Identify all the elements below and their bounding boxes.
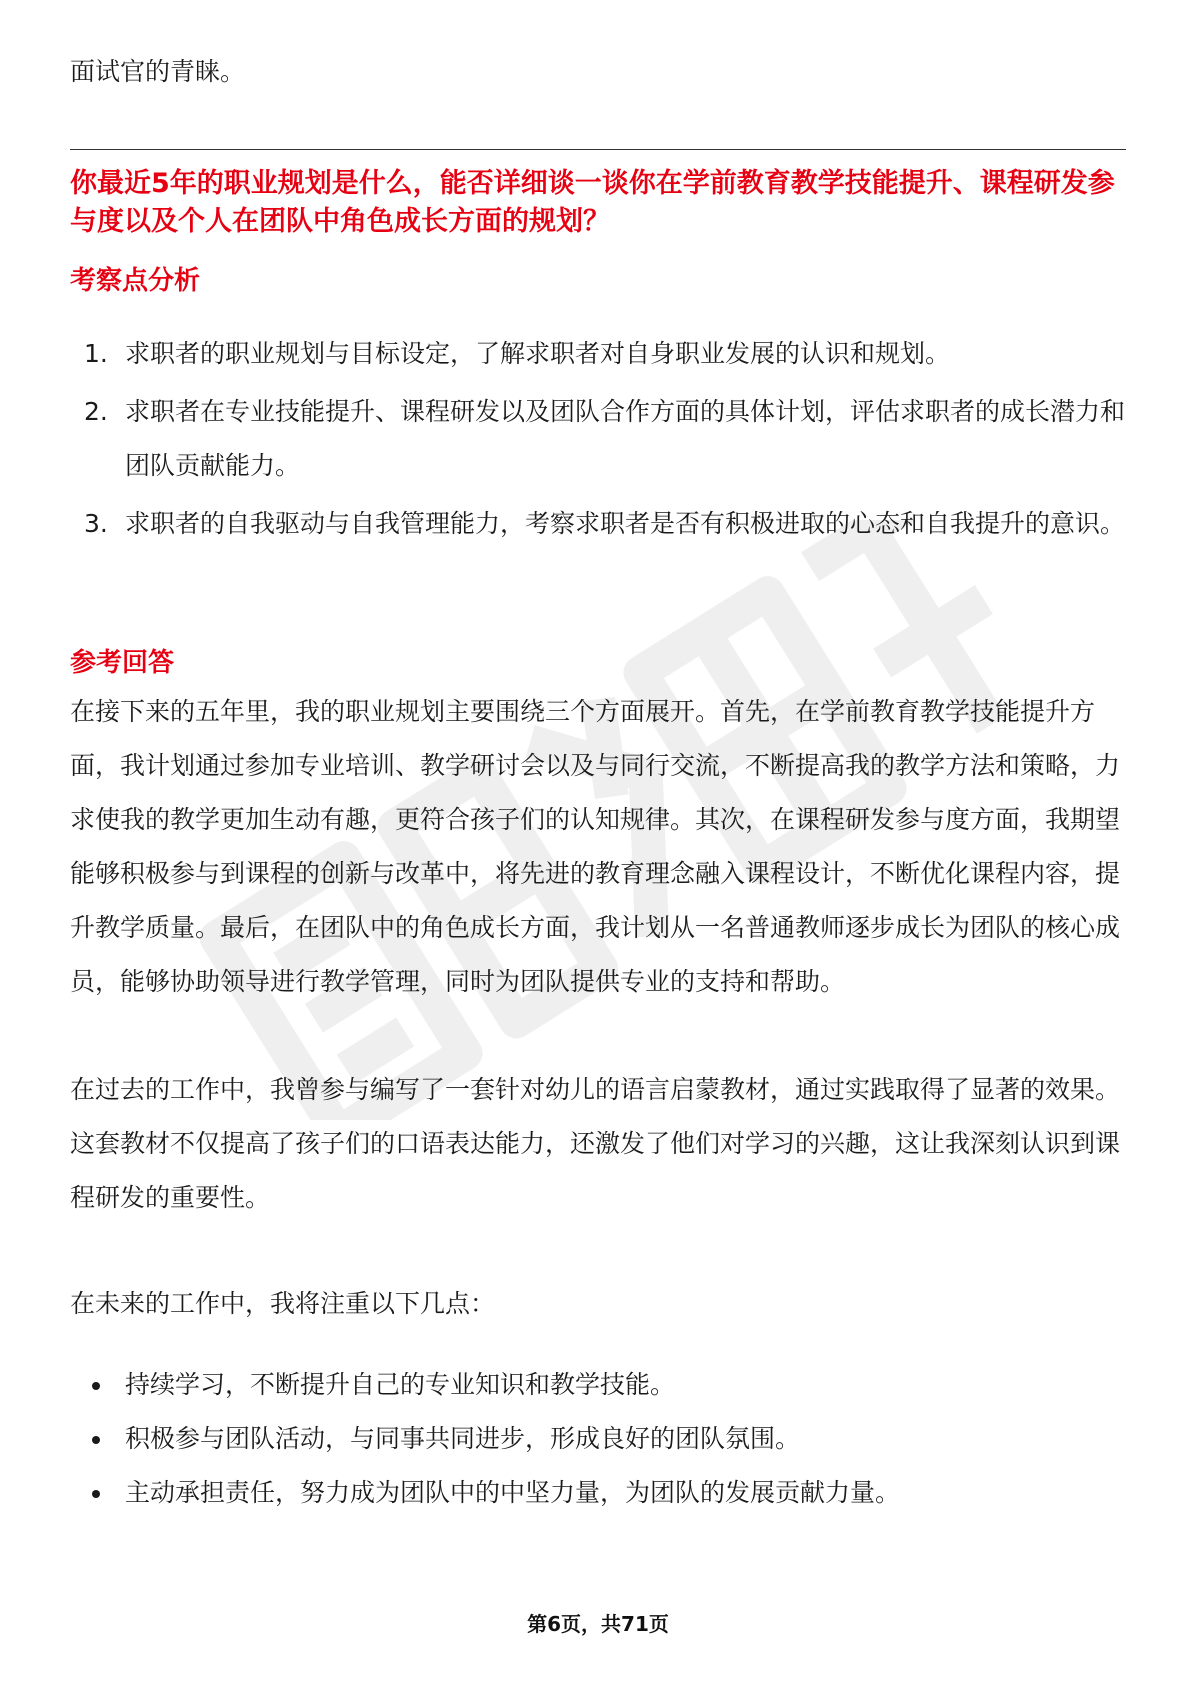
answer-paragraph: 在接下来的五年里，我的职业规划主要围绕三个方面展开。首先，在学前教育教学技能提升方面，我计划通过参加专业培训、教学研讨会以及与同行交流，不断提高我的教学方法和策略，力求使我的教学更加生动有趣，更符合孩子们的认知规律。其次，在课程研发参与度方面，我期望能够积极参与到课程的创新与改革中，将先进的教育理念融入课程设计，不断优化课程内容，提升教学质量。最后，在团队中的角色成长方面，我计划从一名普通教师逐步成长为团队的核心成员，能够协助领导进行教学管理，同时为团队提供专业的支持和帮助。 bbox=[70, 697, 1121, 996]
focus-item-text: 主动承担责任，努力成为团队中的中坚力量，为团队的发展贡献力量。 bbox=[125, 1478, 901, 1507]
analysis-item-text: 求职者的职业规划与目标设定，了解求职者对自身职业发展的认识和规划。 bbox=[125, 339, 951, 368]
focus-item-text: 积极参与团队活动，与同事共同进步，形成良好的团队氛围。 bbox=[125, 1424, 801, 1453]
section-divider bbox=[70, 149, 1126, 150]
focus-item-text: 持续学习，不断提升自己的专业知识和教学技能。 bbox=[125, 1370, 676, 1399]
focus-list bbox=[70, 1358, 1126, 1520]
analysis-list bbox=[70, 327, 1126, 555]
focus-item bbox=[70, 1412, 1126, 1466]
bullet-icon bbox=[92, 1382, 100, 1390]
carryover-text: 面试官的青睐。 bbox=[70, 57, 246, 86]
answer-heading: 参考回答 bbox=[70, 648, 175, 678]
analysis-heading: 考察点分析 bbox=[70, 266, 201, 296]
analysis-item-text: 求职者在专业技能提升、课程研发以及团队合作方面的具体计划，评估求职者的成长潜力和团队贡献能力。 bbox=[125, 397, 1126, 480]
answer-paragraph: 在未来的工作中，我将注重以下几点： bbox=[70, 1289, 496, 1318]
analysis-item bbox=[70, 497, 1126, 551]
focus-item bbox=[70, 1358, 1126, 1412]
answer-paragraph: 在过去的工作中，我曾参与编写了一套针对幼儿的语言启蒙教材，通过实践取得了显著的效果。这套教材不仅提高了孩子们的口语表达能力，还激发了他们对学习的兴趣，这让我深刻认识到课程研发的重要性。 bbox=[70, 1075, 1121, 1212]
question-title: 你最近5年的职业规划是什么，能否详细谈一谈你在学前教育教学技能提升、课程研发参与度以及个人在团队中角色成长方面的规划？ bbox=[70, 168, 1115, 237]
analysis-item bbox=[70, 327, 1126, 381]
bullet-icon bbox=[92, 1436, 100, 1444]
focus-item bbox=[70, 1466, 1126, 1520]
list-number: 1. bbox=[84, 339, 108, 368]
page-number: 第6页，共71页 bbox=[527, 1612, 669, 1636]
analysis-item bbox=[70, 385, 1126, 493]
list-number: 2. bbox=[84, 397, 108, 426]
list-number: 3. bbox=[84, 509, 108, 538]
bullet-icon bbox=[92, 1490, 100, 1498]
analysis-item-text: 求职者的自我驱动与自我管理能力，考察求职者是否有积极进取的心态和自我提升的意识。 bbox=[125, 509, 1126, 538]
document-page bbox=[70, 0, 1126, 1684]
